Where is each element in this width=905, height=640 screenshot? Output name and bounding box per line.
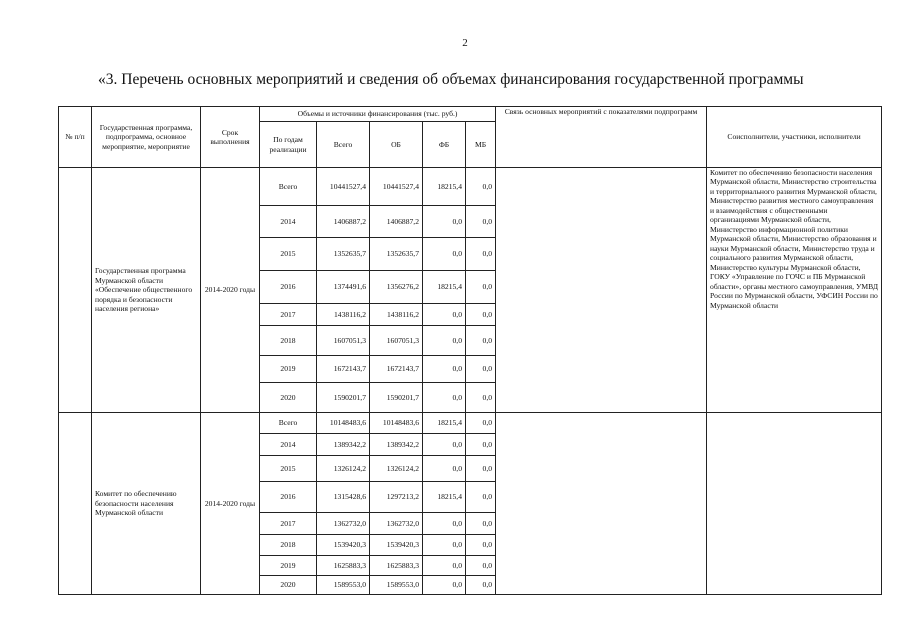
fb-cell: 0,0: [423, 556, 466, 576]
total-cell: 1589553,0: [317, 576, 370, 595]
ob-cell: 1406887,2: [370, 206, 423, 238]
total-cell: 1352635,7: [317, 238, 370, 271]
program-name: Комитет по обеспечению безопасности населения Мурманской области: [92, 413, 201, 595]
ob-cell: 1589553,0: [370, 576, 423, 595]
total-cell: 1672143,7: [317, 356, 370, 383]
row-number-cell: [59, 413, 92, 595]
total-cell: 10441527,4: [317, 168, 370, 206]
mb-cell: 0,0: [466, 482, 496, 513]
ob-cell: 10148483,6: [370, 413, 423, 434]
total-cell: 10148483,6: [317, 413, 370, 434]
year-cell: 2020: [260, 383, 317, 413]
fb-cell: 0,0: [423, 576, 466, 595]
program-term: 2014-2020 годы: [201, 168, 260, 413]
mb-cell: 0,0: [466, 356, 496, 383]
header-term: Срок выполнения: [201, 107, 260, 168]
fb-cell: 0,0: [423, 513, 466, 535]
year-cell: Всего: [260, 168, 317, 206]
total-cell: 1625883,3: [317, 556, 370, 576]
ob-cell: 1438116,2: [370, 304, 423, 326]
mb-cell: 0,0: [466, 238, 496, 271]
header-ob: ОБ: [370, 122, 423, 168]
header-executors: Соисполнители, участники, исполнители: [707, 107, 882, 168]
header-mb: МБ: [466, 122, 496, 168]
funding-table: [58, 106, 882, 595]
mb-cell: 0,0: [466, 271, 496, 304]
year-cell: 2017: [260, 513, 317, 535]
total-cell: 1590201,7: [317, 383, 370, 413]
total-cell: 1607051,3: [317, 326, 370, 356]
total-cell: 1374491,6: [317, 271, 370, 304]
total-cell: 1389342,2: [317, 434, 370, 456]
ob-cell: 10441527,4: [370, 168, 423, 206]
program-term: 2014-2020 годы: [201, 413, 260, 595]
ob-cell: 1389342,2: [370, 434, 423, 456]
link-cell: [496, 168, 707, 413]
executors-cell: [707, 413, 882, 595]
year-cell: 2016: [260, 271, 317, 304]
mb-cell: 0,0: [466, 206, 496, 238]
header-by-years: По годам реализации: [260, 122, 317, 168]
mb-cell: 0,0: [466, 326, 496, 356]
header-total: Всего: [317, 122, 370, 168]
total-cell: 1326124,2: [317, 456, 370, 482]
year-cell: Всего: [260, 413, 317, 434]
ob-cell: 1607051,3: [370, 326, 423, 356]
ob-cell: 1356276,2: [370, 271, 423, 304]
year-cell: 2015: [260, 456, 317, 482]
fb-cell: 0,0: [423, 304, 466, 326]
table-row: [59, 413, 882, 434]
year-cell: 2016: [260, 482, 317, 513]
ob-cell: 1297213,2: [370, 482, 423, 513]
header-link: Связь основных мероприятий с показателями подпрограмм: [496, 107, 707, 168]
fb-cell: 18215,4: [423, 413, 466, 434]
mb-cell: 0,0: [466, 513, 496, 535]
header-fb: ФБ: [423, 122, 466, 168]
year-cell: 2020: [260, 576, 317, 595]
total-cell: 1362732,0: [317, 513, 370, 535]
header-num: № п/п: [59, 107, 92, 168]
total-cell: 1539420,3: [317, 535, 370, 556]
fb-cell: 0,0: [423, 356, 466, 383]
ob-cell: 1362732,0: [370, 513, 423, 535]
ob-cell: 1326124,2: [370, 456, 423, 482]
total-cell: 1406887,2: [317, 206, 370, 238]
year-cell: 2019: [260, 356, 317, 383]
mb-cell: 0,0: [466, 556, 496, 576]
executors-cell: Комитет по обеспечению безопасности населения Мурманской области, Министерство строительства и территориального развития Мурманской области, Министерство развития местного самоуправления и взаимодействия с общественными организациями Мурманской области, Министерство информационной политики Мурманской области, Министерство образования и науки Мурманской области, Министерство труда и социального развития Мурманской области, Министерство культуры Мурманской области, ГОКУ «Управление по ГОЧС и ПБ Мурманской области», органы местного самоуправления, УМВД России по Мурманской области, УФСИН России по Мурманской области: [707, 168, 882, 413]
row-number-cell: [59, 168, 92, 413]
ob-cell: 1539420,3: [370, 535, 423, 556]
year-cell: 2019: [260, 556, 317, 576]
fb-cell: 0,0: [423, 238, 466, 271]
mb-cell: 0,0: [466, 535, 496, 556]
mb-cell: 0,0: [466, 383, 496, 413]
table-row: [59, 168, 882, 206]
fb-cell: 0,0: [423, 456, 466, 482]
fb-cell: 18215,4: [423, 271, 466, 304]
ob-cell: 1352635,7: [370, 238, 423, 271]
fb-cell: 0,0: [423, 383, 466, 413]
page-number: 2: [462, 37, 468, 49]
mb-cell: 0,0: [466, 304, 496, 326]
mb-cell: 0,0: [466, 456, 496, 482]
total-cell: 1438116,2: [317, 304, 370, 326]
link-cell: [496, 413, 707, 595]
mb-cell: 0,0: [466, 434, 496, 456]
fb-cell: 18215,4: [423, 168, 466, 206]
year-cell: 2015: [260, 238, 317, 271]
year-cell: 2018: [260, 535, 317, 556]
fb-cell: 0,0: [423, 434, 466, 456]
mb-cell: 0,0: [466, 413, 496, 434]
total-cell: 1315428,6: [317, 482, 370, 513]
fb-cell: 0,0: [423, 206, 466, 238]
header-funding-group: Объемы и источники финансирования (тыс. руб.): [260, 107, 496, 122]
mb-cell: 0,0: [466, 576, 496, 595]
page-title: «3. Перечень основных мероприятий и сведения об объемах финансирования государственной программы: [98, 71, 804, 88]
year-cell: 2014: [260, 434, 317, 456]
year-cell: 2014: [260, 206, 317, 238]
fb-cell: 0,0: [423, 326, 466, 356]
year-cell: 2017: [260, 304, 317, 326]
mb-cell: 0,0: [466, 168, 496, 206]
fb-cell: 18215,4: [423, 482, 466, 513]
ob-cell: 1590201,7: [370, 383, 423, 413]
program-name: Государственная программа Мурманской области «Обеспечение общественного порядка и безопасности населения региона»: [92, 168, 201, 413]
ob-cell: 1672143,7: [370, 356, 423, 383]
fb-cell: 0,0: [423, 535, 466, 556]
year-cell: 2018: [260, 326, 317, 356]
ob-cell: 1625883,3: [370, 556, 423, 576]
header-program: Государственная программа, подпрограмма, основное мероприятие, мероприятие: [92, 107, 201, 168]
